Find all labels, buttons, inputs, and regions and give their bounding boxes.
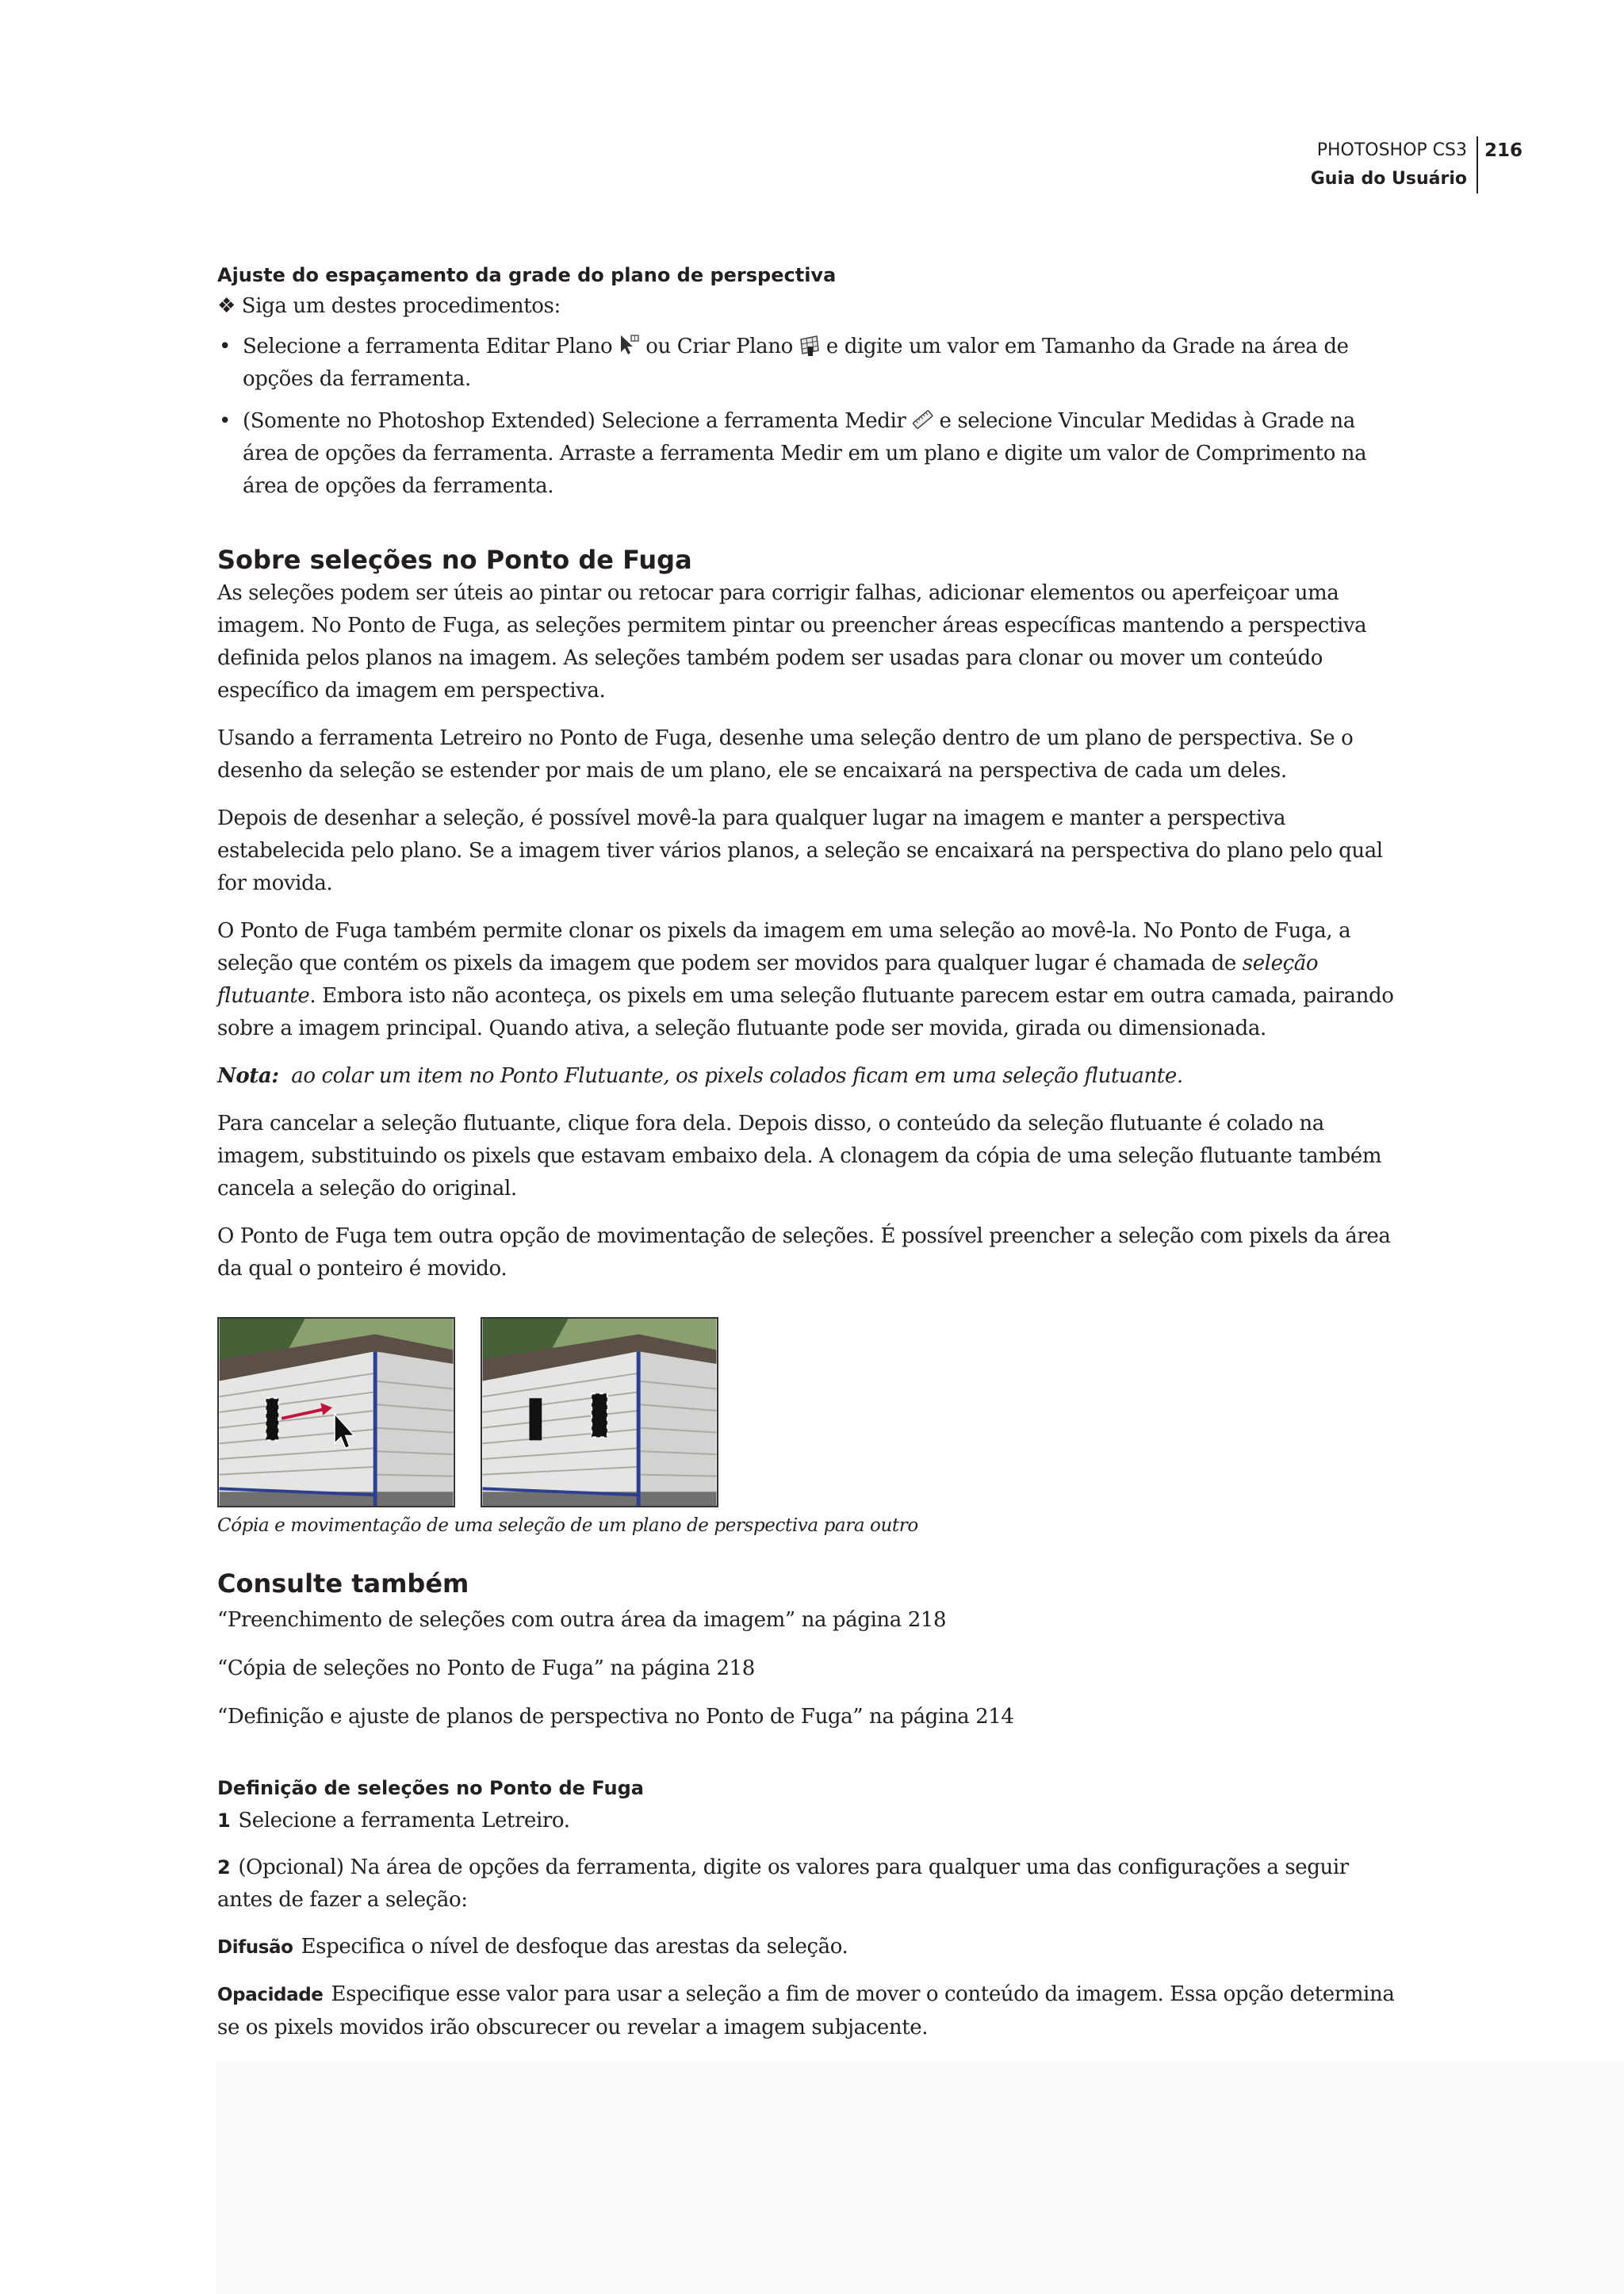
figure: [217, 1317, 1399, 1507]
paragraph-text: O Ponto de Fuga também permite clonar os pixels da imagem em uma seleção ao movê-la. No Ponto de Fuga, a seleção que contém os pixels da imagem que podem ser movidos para qualquer lugar é chamada de: [217, 919, 1351, 975]
step-text: Selecione a ferramenta Letreiro.: [238, 1809, 570, 1833]
procedure-intro-text: Siga um destes procedimentos:: [241, 294, 561, 318]
step: [217, 1852, 1399, 1917]
definition: [217, 1931, 1399, 1964]
paragraph: As seleções podem ser úteis ao pintar ou retocar para corrigir falhas, adicionar elementos ou aperfeiçoar uma imagem. No Ponto de Fuga, as seleções permitem pintar ou preencher áreas específicas mantendo a perspectiva definida pelos planos na imagem. As seleções também podem ser usadas para clonar ou mover um conteúdo específico da imagem em perspectiva.: [217, 581, 1367, 703]
measure-tool-icon: [910, 408, 934, 431]
bullet1-text-c: e digite um valor em Tamanho da Grade na área de opções da ferramenta.: [243, 335, 1349, 391]
figure-image-after: [481, 1317, 718, 1507]
procedure-list: [217, 331, 1399, 503]
definition: [217, 1978, 1399, 2044]
section-selections-title: Sobre seleções no Ponto de Fuga: [217, 545, 692, 575]
note: [217, 1060, 1399, 1093]
header-titles: [1311, 136, 1478, 193]
step-text: (Opcional) Na área de opções da ferramenta, digite os valores para qualquer uma das configurações a seguir antes de fazer a seleção:: [217, 1855, 1349, 1912]
list-item: [217, 405, 1399, 503]
see-also-link[interactable]: “Definição e ajuste de planos de perspectiva no Ponto de Fuga” na página 214: [217, 1705, 1014, 1729]
paragraph: O Ponto de Fuga tem outra opção de movimentação de seleções. É possível preencher a seleção com pixels da área da qual o ponteiro é movido.: [217, 1224, 1391, 1281]
bullet1-text-b: ou Criar Plano: [645, 335, 793, 358]
floating-selection-term: seleção flutuante: [217, 952, 1319, 1008]
bullet2-text-b: e selecione Vincular Medidas à Grade na área de opções da ferramenta. Arraste a ferramenta Medir em um plano e digite um valor de Comprimento na área de opções da ferramenta.: [243, 409, 1367, 498]
procedure-intro: [217, 290, 1399, 323]
bullet2-text-a: (Somente no Photoshop Extended) Selecione a ferramenta Medir: [243, 409, 906, 433]
bullet1-text-a: Selecione a ferramenta Editar Plano: [243, 335, 613, 358]
running-header: [1311, 136, 1522, 193]
figure-caption: Cópia e movimentação de uma seleção de um plano de perspectiva para outro: [217, 1515, 918, 1536]
paragraph: Para cancelar a seleção flutuante, clique fora dela. Depois disso, o conteúdo da seleção flutuante é colado na imagem, substituindo os pixels que estavam embaixo dela. A clonagem da cópia de uma seleção flutuante também cancela a seleção do original.: [217, 1112, 1382, 1201]
header-product: PHOTOSHOP CS3: [1316, 140, 1467, 160]
section-grid-spacing-title: Ajuste do espaçamento da grade do plano de perspectiva: [217, 264, 837, 286]
diamond-bullet-icon: ❖: [217, 294, 236, 318]
step-number: 1: [217, 1810, 231, 1832]
paragraph-text: . Embora isto não aconteça, os pixels em uma seleção flutuante parecem estar em outra camada, pairando sobre a imagem principal. Quando ativa, a seleção flutuante pode ser movida, girada ou dimensionada.: [217, 984, 1394, 1040]
section-see-also-title: Consulte também: [217, 1568, 469, 1599]
section-define-selections-title: Definição de seleções no Ponto de Fuga: [217, 1777, 644, 1799]
definition-term: Opacidade: [217, 1985, 324, 2005]
bullet-icon: •: [219, 409, 231, 433]
see-also-link[interactable]: “Preenchimento de seleções com outra área da imagem” na página 218: [217, 1608, 947, 1632]
paragraph: Usando a ferramenta Letreiro no Ponto de Fuga, desenhe uma seleção dentro de um plano de perspectiva. Se o desenho da seleção se estender por mais de um plano, ele se encaixará na perspectiva de cada um deles.: [217, 726, 1354, 783]
bullet-icon: •: [219, 335, 231, 358]
note-text: ao colar um item no Ponto Flutuante, os pixels colados ficam em uma seleção flutuante.: [291, 1064, 1183, 1088]
definition-term: Difusão: [217, 1937, 293, 1958]
create-plane-tool-icon: [798, 333, 822, 357]
paragraph: [217, 915, 1399, 1045]
note-label: Nota:: [217, 1064, 279, 1088]
page-number: 216: [1484, 140, 1522, 161]
definition-text: Especifique esse valor para usar a seleção a fim de mover o conteúdo da imagem. Essa opção determina se os pixels movidos irão obscurecer ou revelar a imagem subjacente.: [217, 1982, 1395, 2039]
list-item: [217, 331, 1399, 396]
edit-plane-tool-icon: [617, 333, 641, 357]
see-also-link[interactable]: “Cópia de seleções no Ponto de Fuga” na página 218: [217, 1656, 755, 1680]
step: [217, 1805, 1399, 1837]
step-number: 2: [217, 1856, 231, 1878]
paragraph: Depois de desenhar a seleção, é possível movê-la para qualquer lugar na imagem e manter a perspectiva estabelecida pelo plano. Se a imagem tiver vários planos, a seleção se encaixará na perspectiva do plano pelo qual for movida.: [217, 806, 1383, 895]
header-guide: Guia do Usuário: [1310, 169, 1467, 189]
page-content: [217, 262, 1399, 2044]
page-bottom-shade: [216, 2062, 1624, 2294]
definition-text: Especifica o nível de desfoque das arestas da seleção.: [301, 1935, 848, 1959]
figure-image-before: [217, 1317, 455, 1507]
